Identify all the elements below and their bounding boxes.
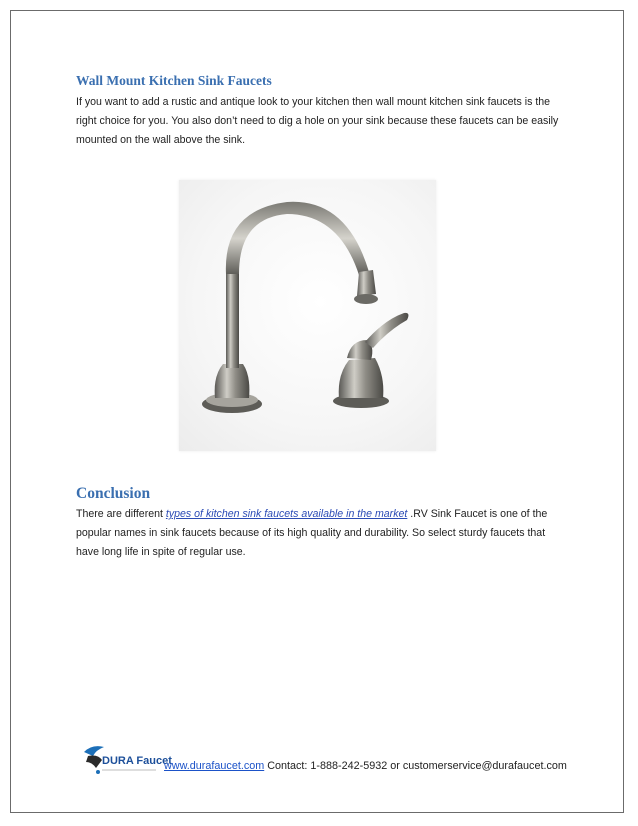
faucet-illustration <box>179 180 436 451</box>
conclusion-paragraph <box>76 505 571 562</box>
section-title-conclusion: Conclusion <box>76 485 151 502</box>
footer-contact-line <box>164 760 567 772</box>
footer <box>78 742 578 782</box>
faucet-types-link[interactable]: types of kitchen sink faucets available in the market <box>165 508 408 520</box>
faucet-image <box>179 180 436 451</box>
conclusion-text-start: There are different <box>76 508 166 520</box>
logo-text: DURA Faucet <box>102 755 172 767</box>
wall-mount-paragraph: If you want to add a rustic and antique look to your kitchen then wall mount kitchen sink faucets is the right choice for you. You also don’t need to dig a hole on your sink because these faucets can be easily mounted on the wall above the sink. <box>76 96 559 146</box>
conclusion-text-end: .RV Sink Faucet is one of the popular names in sink faucets because of its high quality and durability. So select sturdy faucets that have long life in spite of regular use. <box>76 508 548 558</box>
logo-graphic <box>78 742 172 780</box>
dura-faucet-logo <box>78 742 172 780</box>
contact-info: Contact: 1-888-242-5932 or customerservice@durafaucet.com <box>264 760 567 772</box>
website-link[interactable]: www.durafaucet.com <box>164 760 265 772</box>
section-title-wall-mount: Wall Mount Kitchen Sink Faucets <box>76 73 272 88</box>
